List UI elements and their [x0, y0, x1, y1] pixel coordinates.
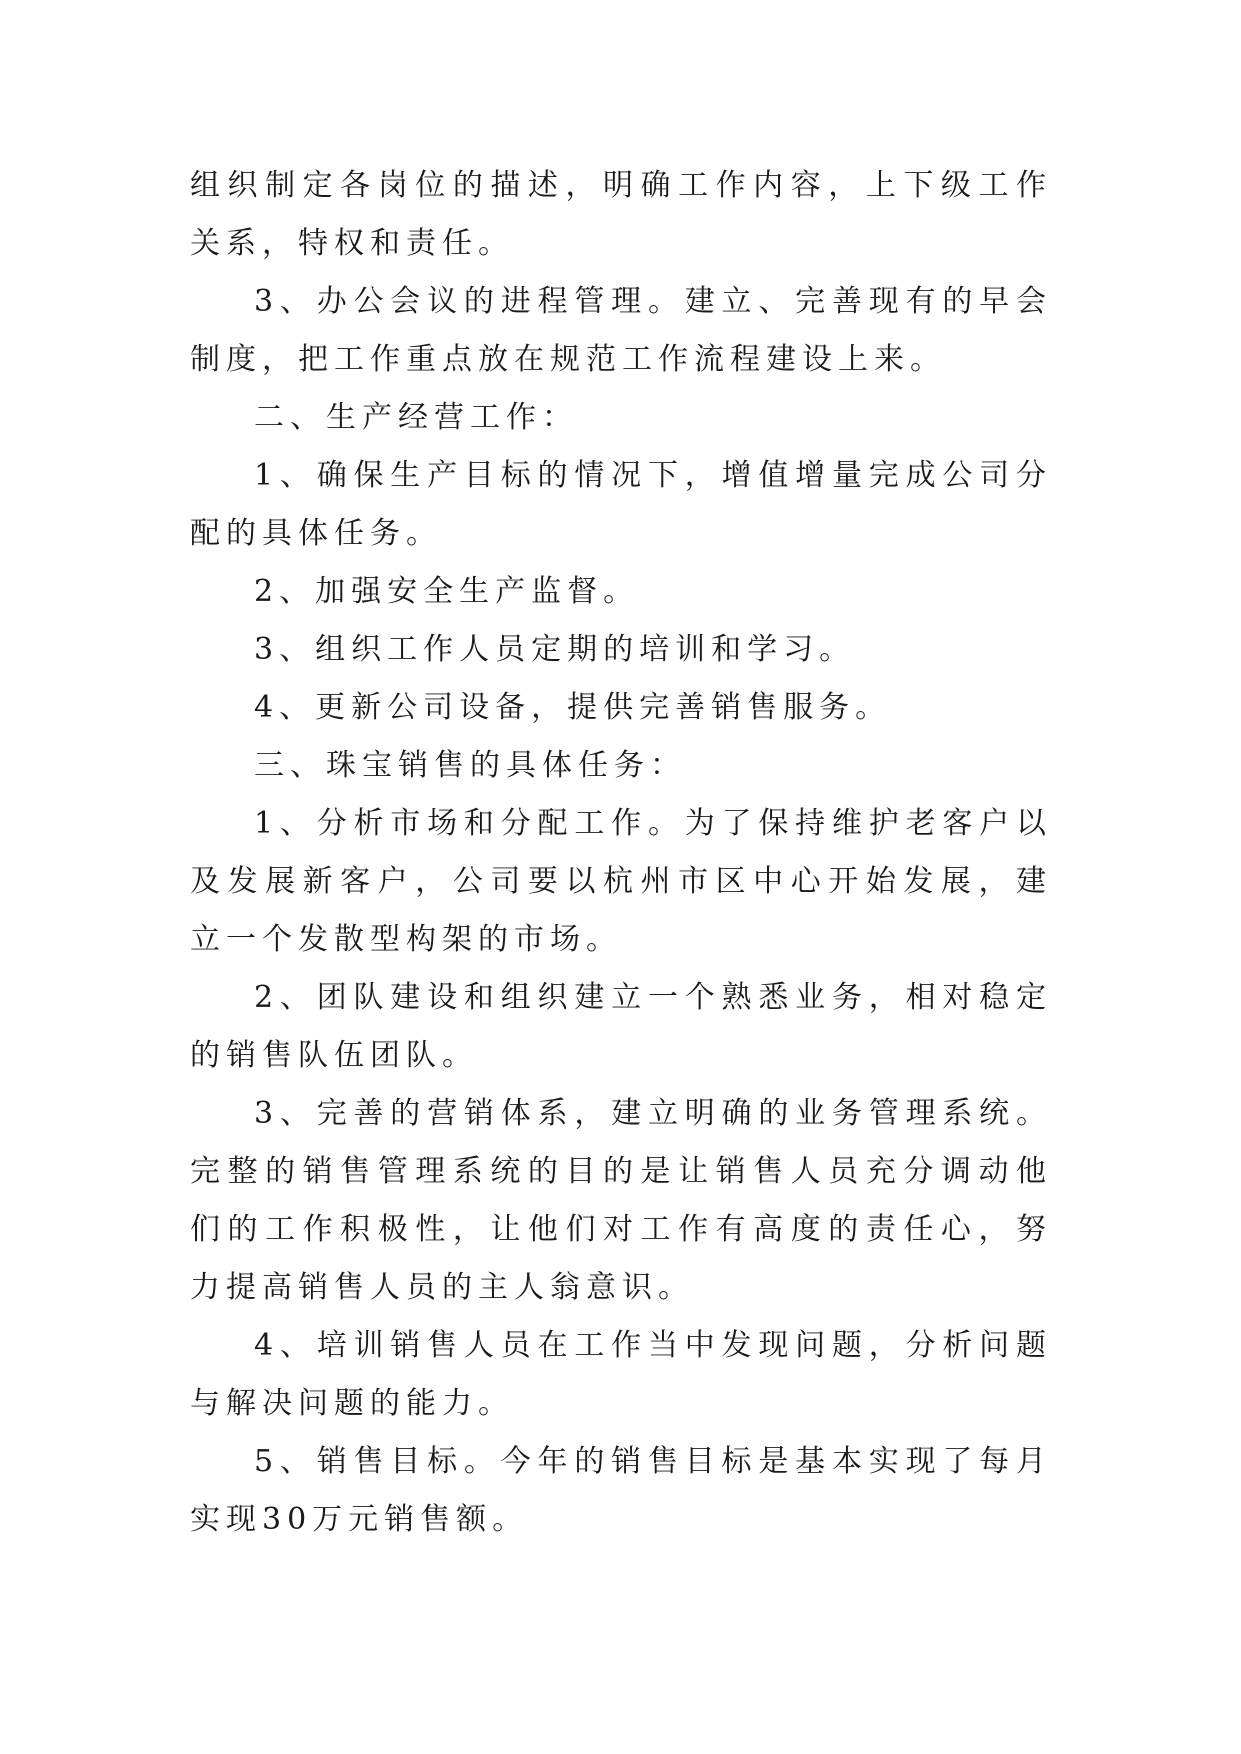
paragraph-staff-training: 3、组织工作人员定期的培训和学习。 [254, 632, 856, 667]
paragraph-marketing-system: 3、完善的营销体系，建立明确的业务管理系统。完整的销售管理系统的目的是让销售人员充分调动他们的工作积极性，让他们对工作有高度的责任心，努力提高销售人员的主人翁意识。 [190, 1096, 1052, 1305]
paragraph-safety-supervision: 2、加强安全生产监督。 [254, 574, 640, 609]
section-heading-production: 二、生产经营工作： [254, 400, 578, 435]
paragraph-job-descriptions: 组织制定各岗位的描述，明确工作内容，上下级工作关系，特权和责任。 [190, 168, 1052, 261]
paragraph-production-targets: 1、确保生产目标的情况下，增值增量完成公司分配的具体任务。 [190, 458, 1052, 551]
paragraph-meeting-management: 3、办公会议的进程管理。建立、完善现有的早会制度，把工作重点放在规范工作流程建设上来。 [190, 284, 1052, 377]
paragraph-team-building: 2、团队建设和组织建立一个熟悉业务，相对稳定的销售队伍团队。 [190, 980, 1052, 1073]
paragraph-problem-solving-training: 4、培训销售人员在工作当中发现问题，分析问题与解决问题的能力。 [190, 1328, 1052, 1421]
paragraph-equipment-update: 4、更新公司设备，提供完善销售服务。 [254, 690, 892, 725]
paragraph-sales-target: 5、销售目标。今年的销售目标是基本实现了每月实现30万元销售额。 [190, 1444, 1052, 1537]
section-heading-jewelry-sales: 三、珠宝销售的具体任务： [254, 748, 686, 783]
document-body [190, 157, 1052, 1549]
paragraph-market-analysis: 1、分析市场和分配工作。为了保持维护老客户以及发展新客户，公司要以杭州市区中心开始发展，建立一个发散型构架的市场。 [190, 806, 1052, 957]
